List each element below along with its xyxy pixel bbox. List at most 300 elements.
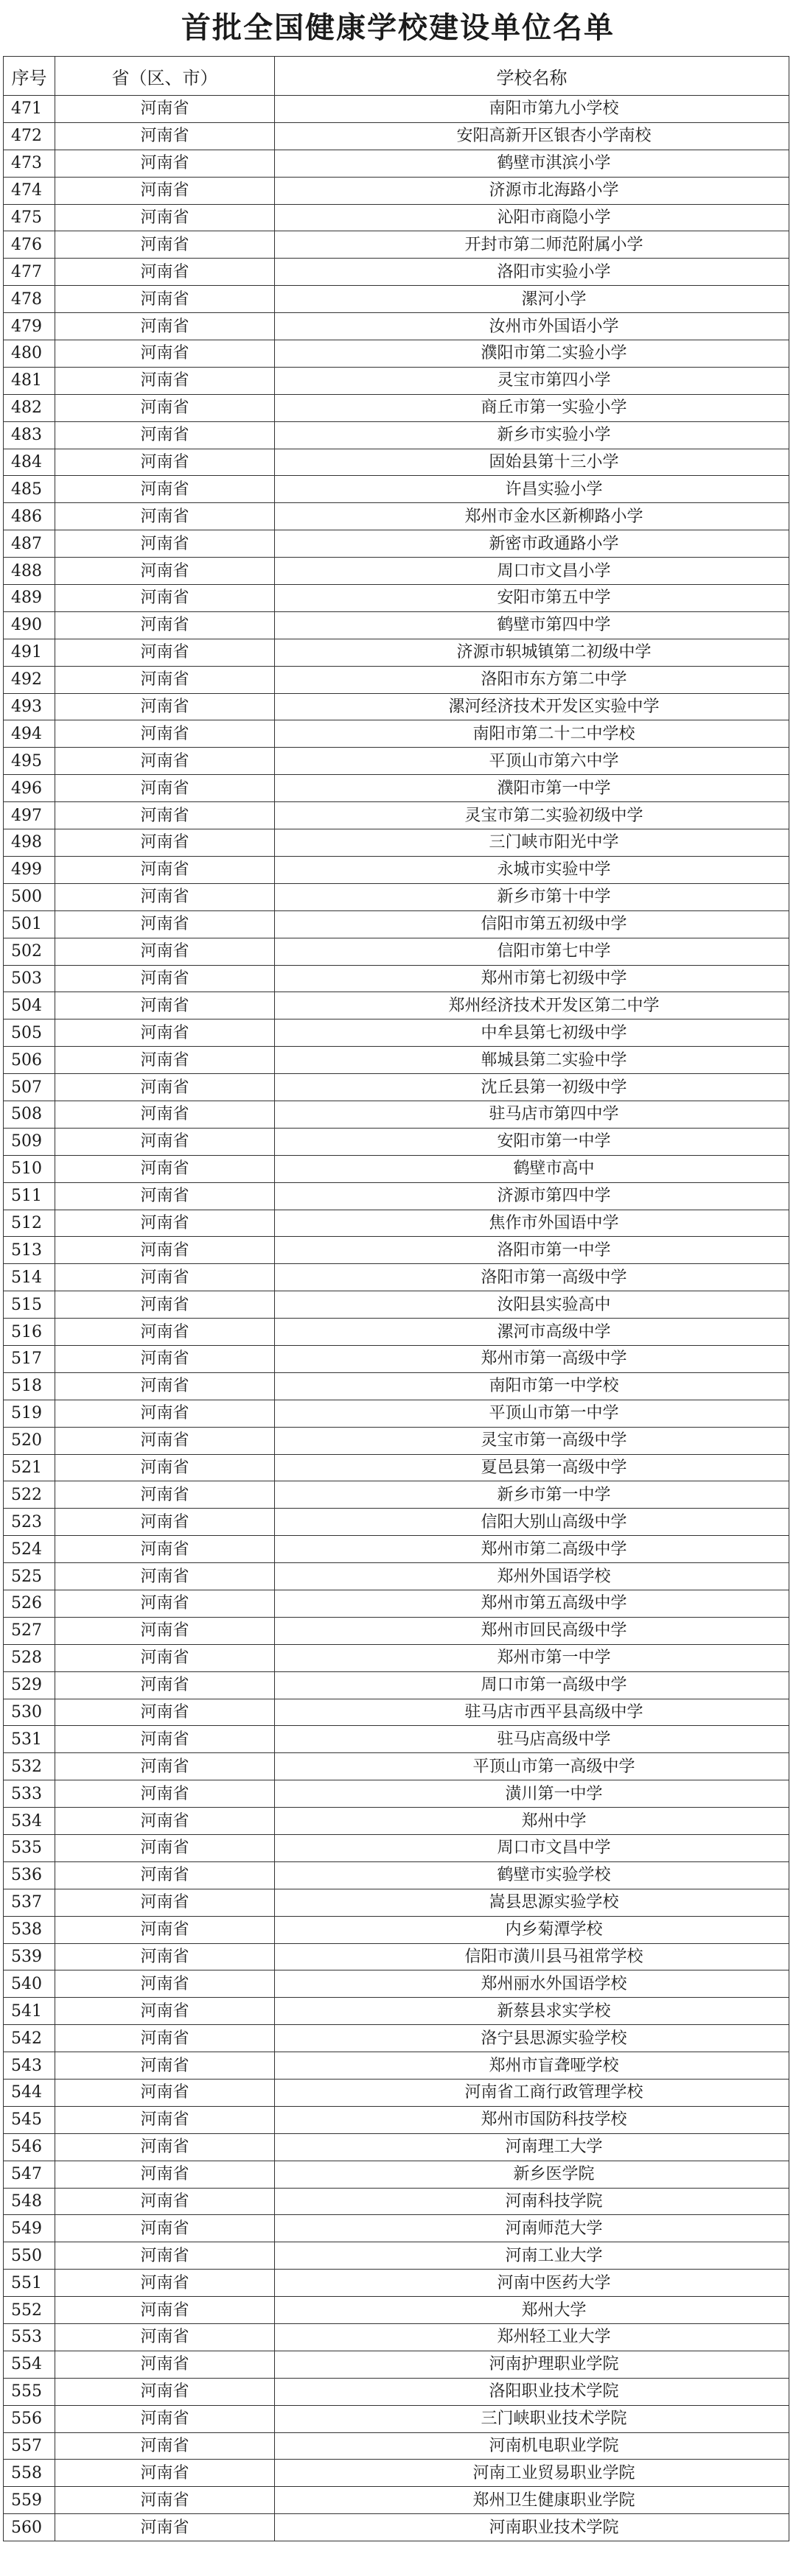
row-school-name: 郑州市第五高级中学 bbox=[275, 1590, 789, 1617]
table-row bbox=[4, 2378, 789, 2405]
row-school-name: 周口市第一高级中学 bbox=[275, 1671, 789, 1699]
table-row bbox=[4, 150, 789, 177]
row-province: 河南省 bbox=[55, 829, 275, 857]
table-row bbox=[4, 1563, 789, 1590]
row-index: 490 bbox=[4, 611, 55, 639]
row-index: 479 bbox=[4, 313, 55, 340]
row-index: 509 bbox=[4, 1128, 55, 1155]
row-index: 516 bbox=[4, 1319, 55, 1346]
row-school-name: 信阳市第五初级中学 bbox=[275, 910, 789, 938]
table-row bbox=[4, 1047, 789, 1074]
table-row bbox=[4, 1780, 789, 1808]
table-row bbox=[4, 1835, 789, 1862]
row-province: 河南省 bbox=[55, 1726, 275, 1753]
row-school-name: 郑州卫生健康职业学院 bbox=[275, 2487, 789, 2514]
row-province: 河南省 bbox=[55, 611, 275, 639]
row-school-name: 新乡市第一中学 bbox=[275, 1481, 789, 1509]
row-province: 河南省 bbox=[55, 748, 275, 775]
table-row bbox=[4, 313, 789, 340]
table-row bbox=[4, 748, 789, 775]
table-row bbox=[4, 2242, 789, 2270]
row-school-name: 漯河小学 bbox=[275, 286, 789, 313]
row-province: 河南省 bbox=[55, 313, 275, 340]
row-province: 河南省 bbox=[55, 2351, 275, 2378]
row-province: 河南省 bbox=[55, 1264, 275, 1291]
row-index: 521 bbox=[4, 1454, 55, 1481]
row-school-name: 新密市政通路小学 bbox=[275, 530, 789, 558]
row-school-name: 河南职业技术学院 bbox=[275, 2514, 789, 2541]
row-province: 河南省 bbox=[55, 122, 275, 150]
row-index: 556 bbox=[4, 2405, 55, 2432]
table-row bbox=[4, 2405, 789, 2432]
row-index: 513 bbox=[4, 1237, 55, 1264]
table-row bbox=[4, 1345, 789, 1372]
table-row bbox=[4, 1617, 789, 1644]
header-school-name: 学校名称 bbox=[275, 57, 789, 96]
table-row bbox=[4, 2487, 789, 2514]
table-row bbox=[4, 1808, 789, 1835]
table-row bbox=[4, 1590, 789, 1617]
row-province: 河南省 bbox=[55, 2133, 275, 2161]
row-province: 河南省 bbox=[55, 286, 275, 313]
row-province: 河南省 bbox=[55, 1319, 275, 1346]
row-school-name: 洛阳市第一中学 bbox=[275, 1237, 789, 1264]
table-row bbox=[4, 775, 789, 802]
row-school-name: 河南师范大学 bbox=[275, 2215, 789, 2242]
row-school-name: 洛阳市第一高级中学 bbox=[275, 1264, 789, 1291]
row-school-name: 驻马店市西平县高级中学 bbox=[275, 1699, 789, 1726]
table-row bbox=[4, 2324, 789, 2351]
row-school-name: 漯河经济技术开发区实验中学 bbox=[275, 693, 789, 720]
table-row bbox=[4, 1671, 789, 1699]
row-index: 551 bbox=[4, 2270, 55, 2297]
row-index: 503 bbox=[4, 965, 55, 992]
row-index: 535 bbox=[4, 1835, 55, 1862]
row-school-name: 河南省工商行政管理学校 bbox=[275, 2080, 789, 2107]
table-row bbox=[4, 122, 789, 150]
table-row bbox=[4, 286, 789, 313]
row-index: 545 bbox=[4, 2106, 55, 2133]
school-list-table bbox=[3, 56, 789, 2541]
row-province: 河南省 bbox=[55, 1590, 275, 1617]
row-index: 518 bbox=[4, 1372, 55, 1400]
row-index: 547 bbox=[4, 2161, 55, 2188]
row-school-name: 郑州市盲聋哑学校 bbox=[275, 2052, 789, 2080]
row-school-name: 信阳大别山高级中学 bbox=[275, 1509, 789, 1536]
table-row bbox=[4, 938, 789, 965]
table-row bbox=[4, 856, 789, 883]
table-row bbox=[4, 2351, 789, 2378]
table-row bbox=[4, 1237, 789, 1264]
table-row bbox=[4, 2052, 789, 2080]
table-row bbox=[4, 1264, 789, 1291]
row-province: 河南省 bbox=[55, 2324, 275, 2351]
row-province: 河南省 bbox=[55, 883, 275, 910]
table-row bbox=[4, 1998, 789, 2025]
row-school-name: 驻马店市第四中学 bbox=[275, 1101, 789, 1128]
row-school-name: 新乡市实验小学 bbox=[275, 421, 789, 449]
row-province: 河南省 bbox=[55, 1861, 275, 1889]
row-school-name: 河南理工大学 bbox=[275, 2133, 789, 2161]
row-province: 河南省 bbox=[55, 1970, 275, 1998]
row-index: 487 bbox=[4, 530, 55, 558]
table-row bbox=[4, 910, 789, 938]
row-index: 531 bbox=[4, 1726, 55, 1753]
row-index: 495 bbox=[4, 748, 55, 775]
row-province: 河南省 bbox=[55, 992, 275, 1019]
row-province: 河南省 bbox=[55, 1563, 275, 1590]
table-row bbox=[4, 666, 789, 693]
row-province: 河南省 bbox=[55, 1699, 275, 1726]
row-province: 河南省 bbox=[55, 1644, 275, 1671]
row-school-name: 郑州市国防科技学校 bbox=[275, 2106, 789, 2133]
table-row bbox=[4, 693, 789, 720]
row-index: 543 bbox=[4, 2052, 55, 2080]
row-school-name: 安阳市第五中学 bbox=[275, 585, 789, 612]
row-province: 河南省 bbox=[55, 639, 275, 666]
table-row bbox=[4, 1916, 789, 1943]
row-school-name: 灵宝市第二实验初级中学 bbox=[275, 802, 789, 829]
row-province: 河南省 bbox=[55, 476, 275, 503]
table-row bbox=[4, 829, 789, 857]
table-row bbox=[4, 394, 789, 421]
row-index: 496 bbox=[4, 775, 55, 802]
row-province: 河南省 bbox=[55, 1481, 275, 1509]
row-school-name: 三门峡市阳光中学 bbox=[275, 829, 789, 857]
row-school-name: 鹤壁市第四中学 bbox=[275, 611, 789, 639]
table-row bbox=[4, 1019, 789, 1047]
row-school-name: 鹤壁市实验学校 bbox=[275, 1861, 789, 1889]
row-index: 489 bbox=[4, 585, 55, 612]
table-row bbox=[4, 1400, 789, 1427]
row-province: 河南省 bbox=[55, 1753, 275, 1780]
row-school-name: 洛宁县思源实验学校 bbox=[275, 2025, 789, 2052]
row-province: 河南省 bbox=[55, 503, 275, 530]
row-index: 473 bbox=[4, 150, 55, 177]
table-row bbox=[4, 1210, 789, 1237]
row-index: 480 bbox=[4, 340, 55, 368]
row-school-name: 商丘市第一实验小学 bbox=[275, 394, 789, 421]
row-province: 河南省 bbox=[55, 1889, 275, 1916]
table-row bbox=[4, 503, 789, 530]
row-province: 河南省 bbox=[55, 2432, 275, 2460]
row-index: 486 bbox=[4, 503, 55, 530]
row-province: 河南省 bbox=[55, 2460, 275, 2487]
table-row bbox=[4, 1155, 789, 1182]
table-row bbox=[4, 1861, 789, 1889]
row-province: 河南省 bbox=[55, 2270, 275, 2297]
row-school-name: 南阳市第九小学校 bbox=[275, 96, 789, 123]
row-school-name: 济源市北海路小学 bbox=[275, 177, 789, 204]
row-province: 河南省 bbox=[55, 2188, 275, 2215]
row-school-name: 沈丘县第一初级中学 bbox=[275, 1074, 789, 1101]
row-index: 526 bbox=[4, 1590, 55, 1617]
table-row bbox=[4, 96, 789, 123]
row-index: 539 bbox=[4, 1943, 55, 1970]
row-index: 481 bbox=[4, 367, 55, 394]
row-index: 520 bbox=[4, 1427, 55, 1454]
row-index: 550 bbox=[4, 2242, 55, 2270]
row-province: 河南省 bbox=[55, 2378, 275, 2405]
row-index: 472 bbox=[4, 122, 55, 150]
row-school-name: 新乡市第十中学 bbox=[275, 883, 789, 910]
row-province: 河南省 bbox=[55, 2215, 275, 2242]
row-province: 河南省 bbox=[55, 150, 275, 177]
row-school-name: 济源市轵城镇第二初级中学 bbox=[275, 639, 789, 666]
row-index: 542 bbox=[4, 2025, 55, 2052]
table-row bbox=[4, 585, 789, 612]
table-row bbox=[4, 1427, 789, 1454]
row-school-name: 河南护理职业学院 bbox=[275, 2351, 789, 2378]
row-index: 498 bbox=[4, 829, 55, 857]
row-province: 河南省 bbox=[55, 1182, 275, 1210]
table-row bbox=[4, 204, 789, 231]
row-index: 533 bbox=[4, 1780, 55, 1808]
row-province: 河南省 bbox=[55, 1237, 275, 1264]
table-row bbox=[4, 1753, 789, 1780]
row-school-name: 开封市第二师范附属小学 bbox=[275, 231, 789, 259]
row-school-name: 平顶山市第六中学 bbox=[275, 748, 789, 775]
row-index: 522 bbox=[4, 1481, 55, 1509]
row-school-name: 周口市文昌小学 bbox=[275, 558, 789, 585]
table-row bbox=[4, 449, 789, 476]
row-province: 河南省 bbox=[55, 585, 275, 612]
table-row bbox=[4, 1509, 789, 1536]
row-school-name: 洛阳市东方第二中学 bbox=[275, 666, 789, 693]
row-index: 507 bbox=[4, 1074, 55, 1101]
row-index: 532 bbox=[4, 1753, 55, 1780]
row-school-name: 永城市实验中学 bbox=[275, 856, 789, 883]
table-row bbox=[4, 2133, 789, 2161]
row-province: 河南省 bbox=[55, 1617, 275, 1644]
row-index: 501 bbox=[4, 910, 55, 938]
table-row bbox=[4, 2297, 789, 2324]
table-row bbox=[4, 1481, 789, 1509]
row-index: 548 bbox=[4, 2188, 55, 2215]
row-school-name: 嵩县思源实验学校 bbox=[275, 1889, 789, 1916]
row-school-name: 平顶山市第一高级中学 bbox=[275, 1753, 789, 1780]
table-body bbox=[4, 96, 789, 2541]
row-index: 476 bbox=[4, 231, 55, 259]
table-row bbox=[4, 1726, 789, 1753]
row-index: 491 bbox=[4, 639, 55, 666]
row-index: 510 bbox=[4, 1155, 55, 1182]
table-row bbox=[4, 1699, 789, 1726]
row-province: 河南省 bbox=[55, 259, 275, 286]
page-title: 首批全国健康学校建设单位名单 bbox=[181, 11, 615, 45]
row-province: 河南省 bbox=[55, 1400, 275, 1427]
row-province: 河南省 bbox=[55, 1128, 275, 1155]
row-index: 512 bbox=[4, 1210, 55, 1237]
row-index: 484 bbox=[4, 449, 55, 476]
row-index: 523 bbox=[4, 1509, 55, 1536]
row-province: 河南省 bbox=[55, 2297, 275, 2324]
row-index: 478 bbox=[4, 286, 55, 313]
row-index: 471 bbox=[4, 96, 55, 123]
row-province: 河南省 bbox=[55, 1291, 275, 1319]
row-school-name: 中牟县第七初级中学 bbox=[275, 1019, 789, 1047]
row-index: 488 bbox=[4, 558, 55, 585]
row-province: 河南省 bbox=[55, 1074, 275, 1101]
row-school-name: 安阳市第一中学 bbox=[275, 1128, 789, 1155]
row-index: 546 bbox=[4, 2133, 55, 2161]
row-province: 河南省 bbox=[55, 1372, 275, 1400]
row-index: 474 bbox=[4, 177, 55, 204]
row-school-name: 郑州大学 bbox=[275, 2297, 789, 2324]
row-index: 505 bbox=[4, 1019, 55, 1047]
table-row bbox=[4, 1372, 789, 1400]
table-row bbox=[4, 2161, 789, 2188]
table-row bbox=[4, 2215, 789, 2242]
row-school-name: 河南工业贸易职业学院 bbox=[275, 2460, 789, 2487]
row-school-name: 郑州市第七初级中学 bbox=[275, 965, 789, 992]
row-province: 河南省 bbox=[55, 1454, 275, 1481]
header-index: 序号 bbox=[4, 57, 55, 96]
table-row bbox=[4, 2080, 789, 2107]
row-province: 河南省 bbox=[55, 856, 275, 883]
table-row bbox=[4, 802, 789, 829]
row-province: 河南省 bbox=[55, 1671, 275, 1699]
row-province: 河南省 bbox=[55, 965, 275, 992]
row-province: 河南省 bbox=[55, 1047, 275, 1074]
row-school-name: 三门峡职业技术学院 bbox=[275, 2405, 789, 2432]
row-index: 524 bbox=[4, 1536, 55, 1563]
row-school-name: 南阳市第一中学校 bbox=[275, 1372, 789, 1400]
row-school-name: 汝州市外国语小学 bbox=[275, 313, 789, 340]
table-row bbox=[4, 2025, 789, 2052]
row-index: 499 bbox=[4, 856, 55, 883]
row-index: 529 bbox=[4, 1671, 55, 1699]
row-index: 528 bbox=[4, 1644, 55, 1671]
row-index: 549 bbox=[4, 2215, 55, 2242]
row-index: 544 bbox=[4, 2080, 55, 2107]
table-row bbox=[4, 1970, 789, 1998]
row-index: 541 bbox=[4, 1998, 55, 2025]
row-school-name: 洛阳市实验小学 bbox=[275, 259, 789, 286]
row-index: 527 bbox=[4, 1617, 55, 1644]
table-row bbox=[4, 992, 789, 1019]
row-province: 河南省 bbox=[55, 1509, 275, 1536]
table-row bbox=[4, 476, 789, 503]
row-index: 502 bbox=[4, 938, 55, 965]
table-row bbox=[4, 2514, 789, 2541]
table-row bbox=[4, 421, 789, 449]
row-school-name: 新乡医学院 bbox=[275, 2161, 789, 2188]
table-row bbox=[4, 1943, 789, 1970]
row-province: 河南省 bbox=[55, 177, 275, 204]
row-index: 504 bbox=[4, 992, 55, 1019]
table-row bbox=[4, 340, 789, 368]
row-school-name: 河南机电职业学院 bbox=[275, 2432, 789, 2460]
row-index: 560 bbox=[4, 2514, 55, 2541]
row-school-name: 鹤壁市高中 bbox=[275, 1155, 789, 1182]
table-row bbox=[4, 2106, 789, 2133]
row-province: 河南省 bbox=[55, 367, 275, 394]
row-index: 483 bbox=[4, 421, 55, 449]
row-province: 河南省 bbox=[55, 449, 275, 476]
row-province: 河南省 bbox=[55, 720, 275, 748]
row-school-name: 潢川第一中学 bbox=[275, 1780, 789, 1808]
row-province: 河南省 bbox=[55, 775, 275, 802]
row-school-name: 固始县第十三小学 bbox=[275, 449, 789, 476]
table-row bbox=[4, 530, 789, 558]
row-school-name: 郑州外国语学校 bbox=[275, 1563, 789, 1590]
row-province: 河南省 bbox=[55, 1155, 275, 1182]
row-school-name: 鹤壁市淇滨小学 bbox=[275, 150, 789, 177]
row-school-name: 郑州市第一中学 bbox=[275, 1644, 789, 1671]
table-row bbox=[4, 1074, 789, 1101]
row-index: 477 bbox=[4, 259, 55, 286]
table-row bbox=[4, 2460, 789, 2487]
row-index: 530 bbox=[4, 1699, 55, 1726]
row-school-name: 郑州市第二高级中学 bbox=[275, 1536, 789, 1563]
row-index: 538 bbox=[4, 1916, 55, 1943]
row-index: 494 bbox=[4, 720, 55, 748]
row-index: 534 bbox=[4, 1808, 55, 1835]
row-province: 河南省 bbox=[55, 1101, 275, 1128]
header-province: 省（区、市） bbox=[55, 57, 275, 96]
row-index: 559 bbox=[4, 2487, 55, 2514]
row-province: 河南省 bbox=[55, 1019, 275, 1047]
row-school-name: 郑州市回民高级中学 bbox=[275, 1617, 789, 1644]
row-school-name: 沁阳市商隐小学 bbox=[275, 204, 789, 231]
row-province: 河南省 bbox=[55, 910, 275, 938]
table-row bbox=[4, 231, 789, 259]
table-row bbox=[4, 720, 789, 748]
row-index: 492 bbox=[4, 666, 55, 693]
row-school-name: 濮阳市第一中学 bbox=[275, 775, 789, 802]
table-row bbox=[4, 558, 789, 585]
row-index: 557 bbox=[4, 2432, 55, 2460]
row-school-name: 洛阳职业技术学院 bbox=[275, 2378, 789, 2405]
row-province: 河南省 bbox=[55, 2025, 275, 2052]
table-row bbox=[4, 2432, 789, 2460]
row-index: 482 bbox=[4, 394, 55, 421]
row-province: 河南省 bbox=[55, 2514, 275, 2541]
row-province: 河南省 bbox=[55, 2106, 275, 2133]
row-province: 河南省 bbox=[55, 666, 275, 693]
row-school-name: 郑州经济技术开发区第二中学 bbox=[275, 992, 789, 1019]
table-row bbox=[4, 965, 789, 992]
row-index: 537 bbox=[4, 1889, 55, 1916]
row-school-name: 信阳市潢川县马祖常学校 bbox=[275, 1943, 789, 1970]
row-school-name: 济源市第四中学 bbox=[275, 1182, 789, 1210]
row-index: 514 bbox=[4, 1264, 55, 1291]
table-row bbox=[4, 2270, 789, 2297]
row-school-name: 河南工业大学 bbox=[275, 2242, 789, 2270]
row-index: 554 bbox=[4, 2351, 55, 2378]
table-row bbox=[4, 1889, 789, 1916]
row-province: 河南省 bbox=[55, 340, 275, 368]
row-province: 河南省 bbox=[55, 1536, 275, 1563]
row-province: 河南省 bbox=[55, 530, 275, 558]
table-row bbox=[4, 177, 789, 204]
table-row bbox=[4, 1291, 789, 1319]
row-index: 497 bbox=[4, 802, 55, 829]
row-province: 河南省 bbox=[55, 1808, 275, 1835]
row-index: 475 bbox=[4, 204, 55, 231]
row-school-name: 南阳市第二十二中学校 bbox=[275, 720, 789, 748]
table-row bbox=[4, 883, 789, 910]
row-school-name: 驻马店高级中学 bbox=[275, 1726, 789, 1753]
table-row bbox=[4, 2188, 789, 2215]
table-row bbox=[4, 1319, 789, 1346]
row-index: 500 bbox=[4, 883, 55, 910]
row-index: 553 bbox=[4, 2324, 55, 2351]
row-school-name: 内乡菊潭学校 bbox=[275, 1916, 789, 1943]
table-row bbox=[4, 1454, 789, 1481]
table-row bbox=[4, 1644, 789, 1671]
